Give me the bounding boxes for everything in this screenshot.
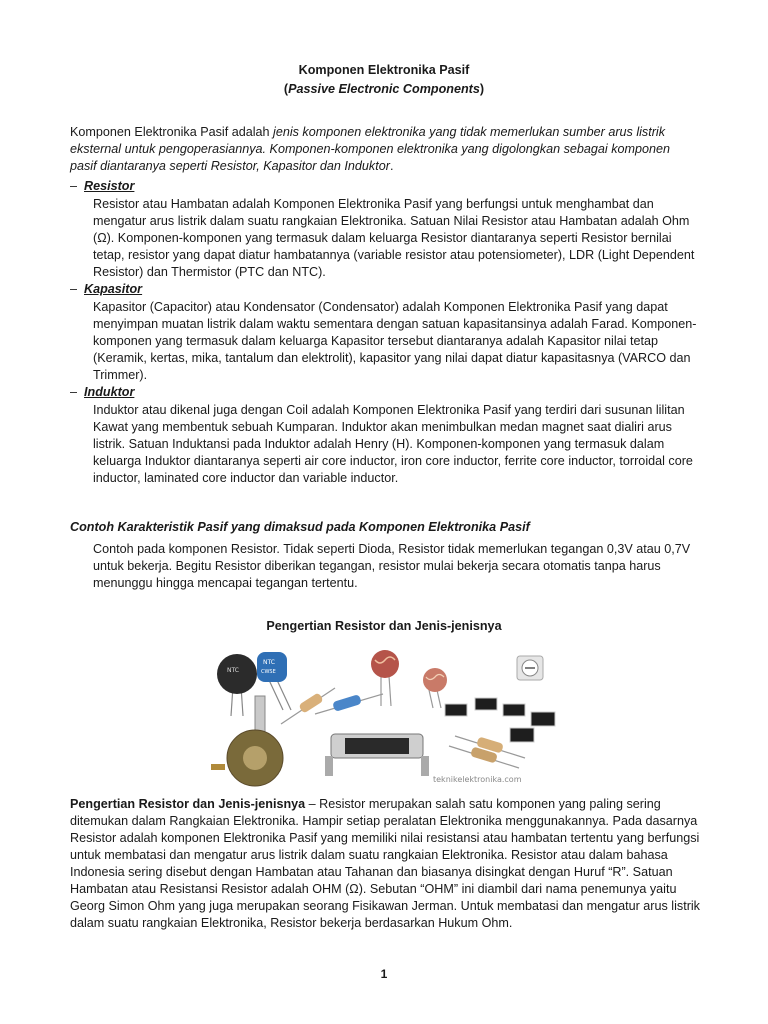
metal-film-resistor xyxy=(315,694,383,714)
page-number: 1 xyxy=(380,967,388,981)
image-watermark: teknikelektronika.com xyxy=(433,775,522,784)
document-title: Komponen Elektronika Pasif xyxy=(298,63,470,77)
ntc-value-blue: CWSE xyxy=(261,669,276,675)
section-body-kapasitor: Kapasitor (Capacitor) atau Kondensator (Condensator) adalah Komponen Elektronika Pasif yang dapat menyimpan muatan listrik dalam waktu sementara dengan satuan kapasitansinya adalah Farad. Komponen-komponen yang termasuk dalam keluarga Kapasitor tersebut diantaranya adalah Kapasitor nilai tetap (Keramik, kertas, mika, tantalum dan elektrolit), kapasitor yang nilai dapat diatur kapasitasnya (VARCO dan Trimmer). xyxy=(93,300,697,382)
section-body-resistor: Resistor atau Hambatan adalah Komponen Elektronika Pasif yang berfungsi untuk menghambat dan mengatur arus listrik dalam suatu rangkaian Elektronika. Satuan Nilai Resistor atau Hambatan adalah Ohm (Ω). Komponen-komponen yang termasuk dalam keluarga Resistor diantaranya seperti Resistor bernilai tetap, resistor yang dapat diatur hambatannya (variable resistor atau potensiometer), LDR (Light Dependent Resistor) dan Thermistor (PTC dan NTC). xyxy=(93,197,695,279)
section-heading-resistor: – Resistor xyxy=(70,179,135,193)
rotary-potentiometer xyxy=(211,696,283,786)
intro-paragraph: Komponen Elektronika Pasif adalah jenis komponen elektronika yang tidak memerlukan sumber arus listrik eksternal untuk pengoperasiannya. Komponen-komponen elektronika yang digolongkan sebagai komponen pasif diantaranya seperti Resistor, Kapasitor dan Induktor. xyxy=(70,125,671,173)
example-heading: Contoh Karakteristik Pasif yang dimaksud pada Komponen Elektronika Pasif xyxy=(70,520,530,534)
example-body: Contoh pada komponen Resistor. Tidak seperti Dioda, Resistor tidak memerlukan tegangan 0,3V atau 0,7V untuk bekerja. Begitu Resistor diberikan tegangan, resistor mulai bekerja secara otomatis tanpa harus menunggu hingga mencapai tegangan tertentu. xyxy=(93,542,691,590)
wirewound-resistor xyxy=(325,734,429,776)
section-heading-induktor: – Induktor xyxy=(70,385,135,399)
ldr-sensor-2 xyxy=(423,668,447,708)
ntc-label-left: NTC xyxy=(227,667,239,674)
resistor-components-photo xyxy=(205,646,565,788)
section-heading-kapasitor: – Kapasitor xyxy=(70,282,143,296)
section-body-induktor: Induktor atau dikenal juga dengan Coil adalah Komponen Elektronika Pasif yang terdiri dari susunan lilitan Kawat yang membentuk sebuah Kumparan. Induktor akan menimbulkan medan magnet saat dialiri arus listrik. Satuan Induktansi pada Induktor adalah Henry (H). Komponen-komponen yang termasuk dalam keluarga Induktor diantaranya seperti air core inductor, iron core inductor, ferrite core inductor, torroidal core inductor, laminated core inductor dan variable inductor. xyxy=(93,403,693,485)
definition-paragraph: Pengertian Resistor dan Jenis-jenisnya – Resistor merupakan salah satu komponen yang paling sering ditemukan dalam Rangkaian Elektronika. Hampir setiap peralatan Elektronika menggunakannya. Pada dasarnya Resistor adalah komponen Elektronika Pasif yang memiliki nilai resistansi atau hambatan tertentu yang berfungsi untuk membatasi dan mengatur arus listrik dalam suatu rangkaian Elektronika. Resistor atau dalam bahasa Indonesia sering disebut dengan Hambatan atau Tahanan dan biasanya disingkat dengan Huruf “R”. Satuan Hambatan atau Resistansi Resistor adalah OHM (Ω). Sebutan “OHM” ini diambil dari nama penemunya yaitu Georg Simon Ohm yang juga merupakan seorang Fisikawan Jerman. Untuk membatasi dan mengatur arus listrik dalam suatu rangkaian Elektronika, Resistor bekerja berdasarkan Hukum Ohm. xyxy=(70,797,700,930)
ntc-label-blue: NTC xyxy=(263,659,275,666)
trimmer-potentiometer xyxy=(517,656,543,680)
smd-resistors xyxy=(445,698,555,742)
ldr-sensor-1 xyxy=(371,650,399,706)
ntc-thermistor-left xyxy=(217,654,257,716)
section2-title: Pengertian Resistor dan Jenis-jenisnya xyxy=(266,619,502,633)
subtitle-italic: Passive Electronic Components xyxy=(288,82,480,96)
document-subtitle: (Passive Electronic Components) xyxy=(283,82,485,96)
